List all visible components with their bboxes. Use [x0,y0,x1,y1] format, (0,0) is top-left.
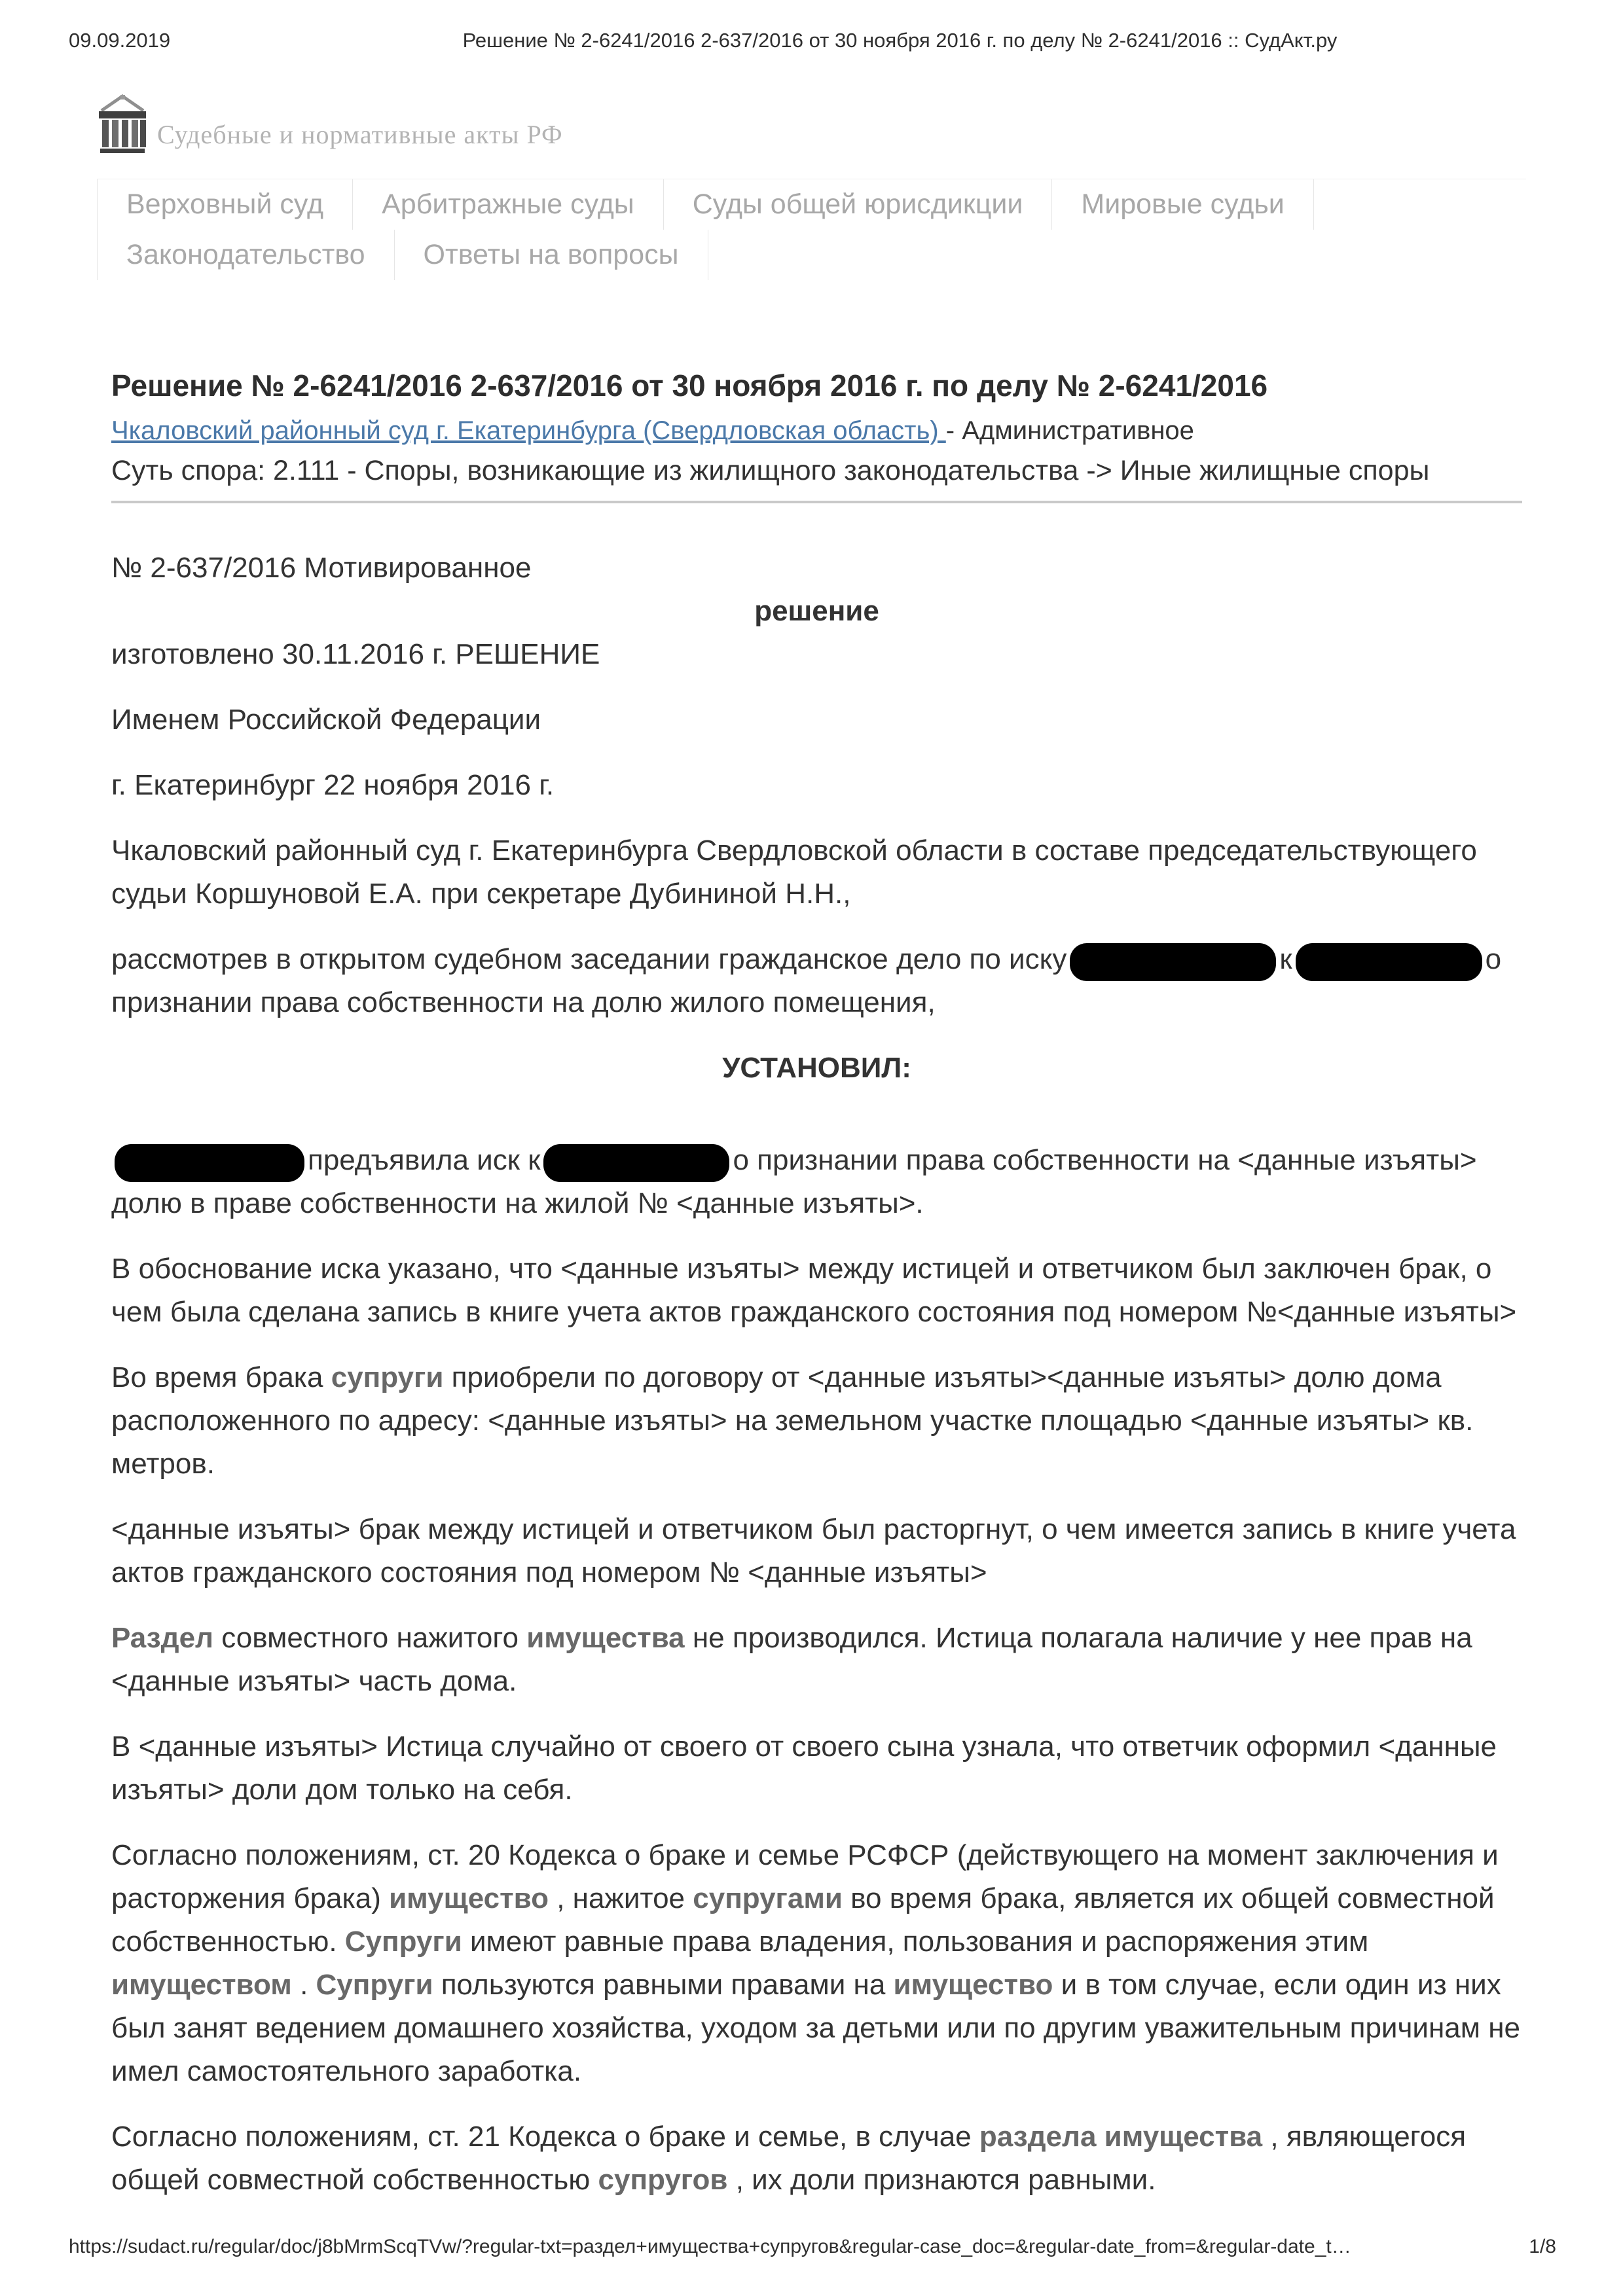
text-run: УСТАНОВИЛ: [722,1052,911,1084]
paragraph [111,1247,1522,1334]
highlighted-search-term: имуществом [111,1969,292,2001]
text-run: Согласно положениям, ст. 21 Кодекса о браке и семье, в случае [111,2121,979,2153]
highlighted-search-term: Супруги [316,1969,433,2001]
highlighted-search-term: Супруги [344,1926,462,1958]
header-divider [111,501,1522,503]
text-run: . [291,1969,316,2001]
text-run: рассмотрев в открытом судебном заседании гражданское дело по иску [111,943,1067,975]
text-run: № 2-637/2016 Мотивированное [111,552,532,584]
dispute-subject: Суть спора: 2.111 - Споры, возникающие из жилищного законодательства -> Иные жилищные споры [111,455,1430,486]
footer-page-number: 1/8 [1529,2236,1556,2257]
paragraph [111,590,1522,633]
nav-item-суды-общей-юрисдикции[interactable]: Суды общей юрисдикции [663,179,1052,230]
paragraph [111,938,1522,1024]
text-run: не производился. Истица полагала наличие у нее прав на <данные изъяты> часть дома. [111,1622,1472,1697]
text-run: <данные изъяты> брак между истицей и ответчиком был расторгнут, о чем имеется запись в книге учета актов гражданского состояния под номером № <данные изъяты> [111,1513,1516,1588]
text-run: , являющегося общей совместной собственностью [111,2121,1467,2196]
highlighted-search-term: раздела имущества [979,2121,1263,2153]
text-run: г. Екатеринбург 22 ноября 2016 г. [111,769,555,801]
text-run: приобрели по договору от <данные изъяты><данные изъяты> долю дома расположенного по адресу: <данные изъяты> на земельном участке площадью <данные изъяты> кв. метров. [111,1361,1474,1480]
paragraph [111,1356,1522,1486]
text-run: изготовлено 30.11.2016 г. РЕШЕНИЕ [111,638,600,670]
document-area [111,367,1522,2202]
paragraph [111,1834,1522,2093]
decision-text [111,547,1522,2202]
court-link[interactable]: Чкаловский районный суд г. Екатеринбурга (Свердловская область) [111,416,946,445]
footer-url: https://sudact.ru/regular/doc/j8bMrmScqTVw/?regular-txt=раздел+имущества+супругов&regular-case_doc=&regular-date_from=&regular-date_t… [69,2236,1351,2257]
redacted-name-box [115,1144,304,1182]
redacted-name-box [543,1144,729,1182]
paragraph [111,1047,1522,1090]
text-run: решение [754,595,879,627]
paragraph [111,698,1522,742]
nav-item-законодательство[interactable]: Законодательство [97,230,394,280]
text-run: В обоснование иска указано, что <данные изъяты> между истицей и ответчиком был заключен брак, о чем была сделана запись в книге учета актов гражданского состояния под номером №<данные изъяты> [111,1253,1517,1328]
highlighted-search-term: супругами [693,1882,843,1914]
text-run: В <данные изъяты> Истица случайно от своего от своего сына узнала, что ответчик оформил <данные изъяты> доли дом только на себя. [111,1731,1497,1806]
highlighted-search-term: супруги [331,1361,444,1393]
text-run: , их доли признаются равными. [727,2164,1156,2196]
highlighted-search-term: имущество [389,1882,549,1914]
nav-item-ответы-на-вопросы[interactable]: Ответы на вопросы [394,230,708,280]
highlighted-search-term: супругов [598,2164,728,2196]
text-run: Согласно положениям, ст. 20 Кодекса о браке и семье РСФСР (действующего на момент заключения и расторжения брака) [111,1839,1499,1914]
main-navigation [97,179,1526,280]
site-logo[interactable] [97,94,1623,154]
decision-title: Решение № 2-6241/2016 2-637/2016 от 30 ноября 2016 г. по делу № 2-6241/2016 [111,368,1268,403]
highlighted-search-term: имущества [526,1622,685,1654]
nav-row-secondary [97,230,1526,280]
text-run: пользуются равными правами на [433,1969,894,2001]
case-category: - Административное [945,416,1194,445]
text-run: Именем Российской Федерации [111,704,541,736]
paragraph [111,547,1522,590]
text-run: о признании права собственности на долю жилого помещения, [111,943,1502,1018]
redacted-name-box [1296,943,1482,981]
text-run: Чкаловский районный суд г. Екатеринбурга Свердловской области в составе председательствующего судьи Коршуновой Е.А. при секретаре Дубининой Н.Н., [111,834,1477,910]
site-name: Судебные и нормативные акты РФ [157,120,563,149]
text-run: к [1279,943,1292,975]
paragraph [111,1617,1522,1703]
temple-columns-icon [97,94,148,154]
court-line [111,414,1522,447]
highlighted-search-term: имущество [893,1969,1053,2001]
nav-row-primary [97,179,1526,230]
paragraph [111,829,1522,916]
text-run: совместного нажитого [213,1622,527,1654]
paragraph [111,1139,1522,1225]
nav-item-мировые-судьи[interactable]: Мировые судьи [1051,179,1313,230]
print-footer [0,2236,1623,2258]
paragraph [111,633,1522,676]
text-run: , нажитое [548,1882,693,1914]
nav-item-арбитражные-суды[interactable]: Арбитражные суды [352,179,663,230]
text-run: во время брака, является их общей совместной собственностью. [111,1882,1495,1958]
highlighted-search-term: Раздел [111,1622,213,1654]
paragraph [111,1725,1522,1812]
text-run: предъявила иск к [308,1144,541,1176]
text-run: имеют равные права владения, пользования и распоряжения этим [462,1926,1369,1958]
print-date: 09.09.2019 [69,29,171,52]
print-title: Решение № 2-6241/2016 2-637/2016 от 30 ноября 2016 г. по делу № 2-6241/2016 :: СудАкт.ру [462,29,1338,52]
paragraph [111,1508,1522,1594]
redacted-name-box [1070,943,1276,981]
text-run: о признании права собственности на <данные изъяты> долю в праве собственности на жилой № <данные изъяты>. [111,1144,1477,1219]
paragraph [111,2115,1522,2202]
text-run: Во время брака [111,1361,331,1393]
paragraph [111,764,1522,807]
nav-item-верховный-суд[interactable]: Верховный суд [97,179,352,230]
text-run: и в том случае, если один из них был занят ведением домашнего хозяйства, уходом за детьми или по другим уважительным причинам не имел самостоятельного заработка. [111,1969,1521,2087]
print-header [0,0,1623,52]
